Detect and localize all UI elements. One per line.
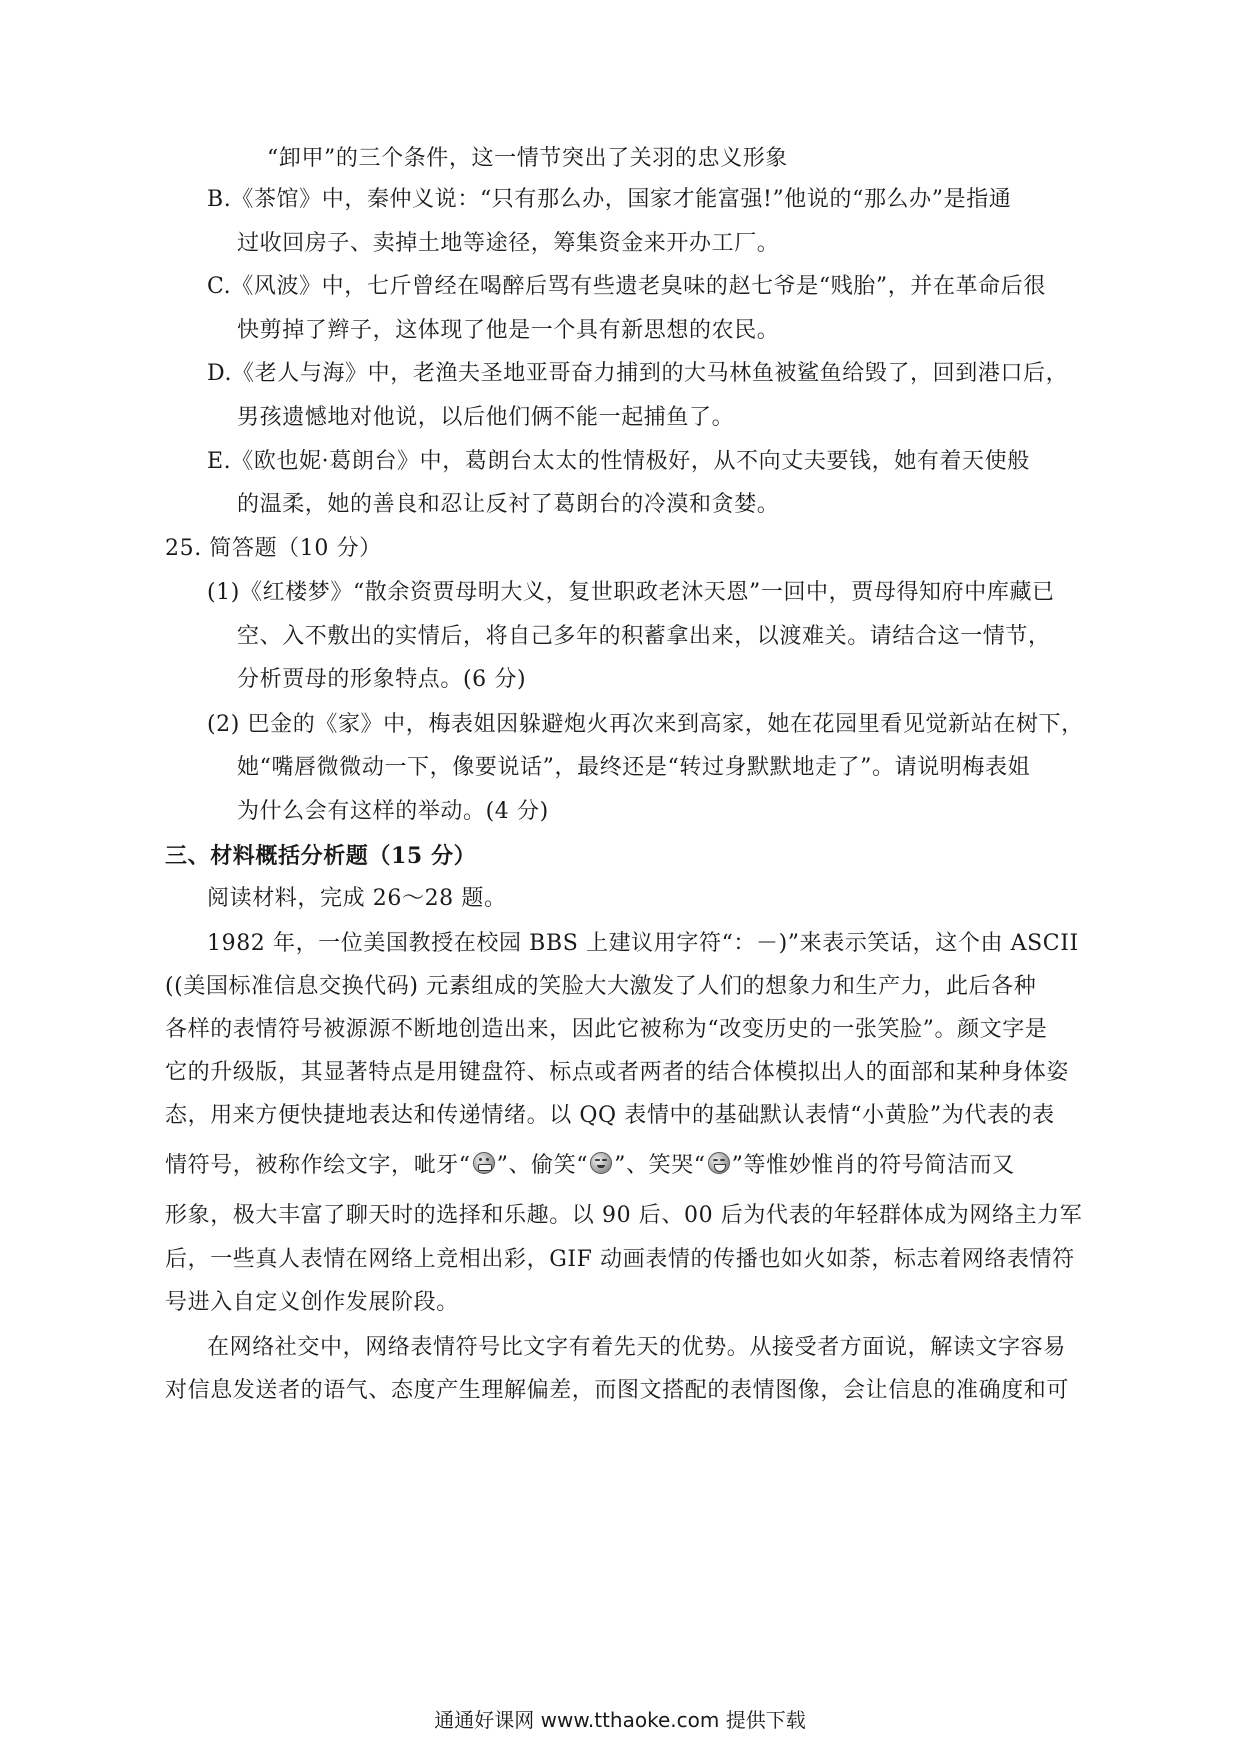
text-segment: 情符号，被称作绘文字，呲牙“ bbox=[165, 1153, 471, 1178]
option-d-continued: 男孩遗憾地对他说，以后他们俩不能一起捕鱼了。 bbox=[237, 405, 735, 430]
material-paragraph-1-line: 它的升级版，其显著特点是用键盘符、标点或者两者的结合体模拟出人的面部和某种身体姿 bbox=[165, 1060, 1070, 1085]
material-paragraph-2-line: 在网络社交中，网络表情符号比文字有着先天的优势。从接受者方面说，解读文字容易 bbox=[207, 1335, 1066, 1360]
page-footer: 通通好课网 www.tthaoke.com 提供下载 bbox=[434, 1708, 806, 1732]
text-segment: ”、偷笑“ bbox=[496, 1153, 589, 1178]
question-25-part-2: (2) 巴金的《家》中，梅表姐因躲避炮火再次来到高家，她在花园里看见觉新站在树下， bbox=[207, 712, 1084, 737]
material-paragraph-2-line: 对信息发送者的语气、态度产生理解偏差，而图文搭配的表情图像，会让信息的准确度和可 bbox=[165, 1378, 1070, 1403]
question-25-part-1-continued: 空、入不敷出的实情后，将自己多年的积蓄拿出来，以渡难关。请结合这一情节， bbox=[237, 624, 1051, 649]
option-b-continued: 过收回房子、卖掉土地等途径，筹集资金来开办工厂。 bbox=[237, 231, 780, 256]
tears-of-joy-face-icon bbox=[708, 1152, 730, 1174]
material-paragraph-1-line: 后，一些真人表情在网络上竞相出彩，GIF 动画表情的传播也如火如荼，标志着网络表情符 bbox=[165, 1247, 1075, 1272]
option-e-continued: 的温柔，她的善良和忍让反衬了葛朗台的冷漠和贪婪。 bbox=[237, 492, 780, 517]
option-d: D.《老人与海》中，老渔夫圣地亚哥奋力捕到的大马林鱼被鲨鱼给毁了，回到港口后， bbox=[207, 361, 1069, 386]
material-paragraph-1-line: 形象，极大丰富了聊天时的选择和乐趣。以 90 后、00 后为代表的年轻群体成为网络主力军 bbox=[165, 1203, 1083, 1228]
material-paragraph-1-line: 各样的表情符号被源源不断地创造出来，因此它被称为“改变历史的一张笑脸”。颜文字是 bbox=[165, 1017, 1048, 1042]
option-b: B.《茶馆》中，秦仲义说：“只有那么办，国家才能富强!”他说的“那么办”是指通 bbox=[207, 187, 1012, 212]
grin-face-icon bbox=[473, 1152, 495, 1174]
option-e: E.《欧也妮·葛朗台》中，葛朗台太太的性情极好，从不向丈夫要钱，她有着天使般 bbox=[207, 449, 1030, 474]
material-paragraph-1-line: 态，用来方便快捷地表达和传递情绪。以 QQ 表情中的基础默认表情“小黄脸”为代表的表 bbox=[165, 1103, 1055, 1128]
option-c-continued: 快剪掉了辫子，这体现了他是一个具有新思想的农民。 bbox=[237, 318, 780, 343]
material-paragraph-1-emoji-line bbox=[165, 1151, 1015, 1181]
question-25-part-2-score: 为什么会有这样的举动。(4 分) bbox=[237, 799, 549, 824]
material-paragraph-1-line: 号进入自定义创作发展阶段。 bbox=[165, 1290, 459, 1315]
section-3-title: 三、材料概括分析题（15 分） bbox=[165, 843, 477, 869]
question-25-heading: 25. 简答题（10 分） bbox=[165, 536, 382, 561]
question-25-part-1: (1)《红楼梦》“散余资贾母明大义，复世职政老沐天恩”一回中，贾母得知府中库藏已 bbox=[207, 580, 1055, 605]
text-segment: ”、笑哭“ bbox=[614, 1153, 706, 1178]
reading-instruction: 阅读材料，完成 26～28 题。 bbox=[207, 886, 507, 911]
question-25-part-2-continued: 她“嘴唇微微动一下，像要说话”，最终还是“转过身默默地走了”。请说明梅表姐 bbox=[237, 755, 1031, 780]
material-paragraph-1-line: ((美国标准信息交换代码) 元素组成的笑脸大大激发了人们的想象力和生产力，此后各种 bbox=[165, 974, 1037, 999]
material-paragraph-1-line: 1982 年，一位美国教授在校园 BBS 上建议用字符“：－)”来表示笑话，这个由 ASCII bbox=[207, 931, 1079, 956]
option-a-continued: “卸甲”的三个条件，这一情节突出了关羽的忠义形象 bbox=[267, 146, 788, 171]
option-c: C.《风波》中，七斤曾经在喝醉后骂有些遗老臭味的赵七爷是“贱胎”，并在革命后很 bbox=[207, 274, 1046, 299]
snicker-face-icon bbox=[590, 1152, 612, 1174]
question-25-part-1-score: 分析贾母的形象特点。(6 分) bbox=[237, 667, 527, 692]
text-segment: ”等惟妙惟肖的符号简洁而又 bbox=[731, 1153, 1015, 1178]
